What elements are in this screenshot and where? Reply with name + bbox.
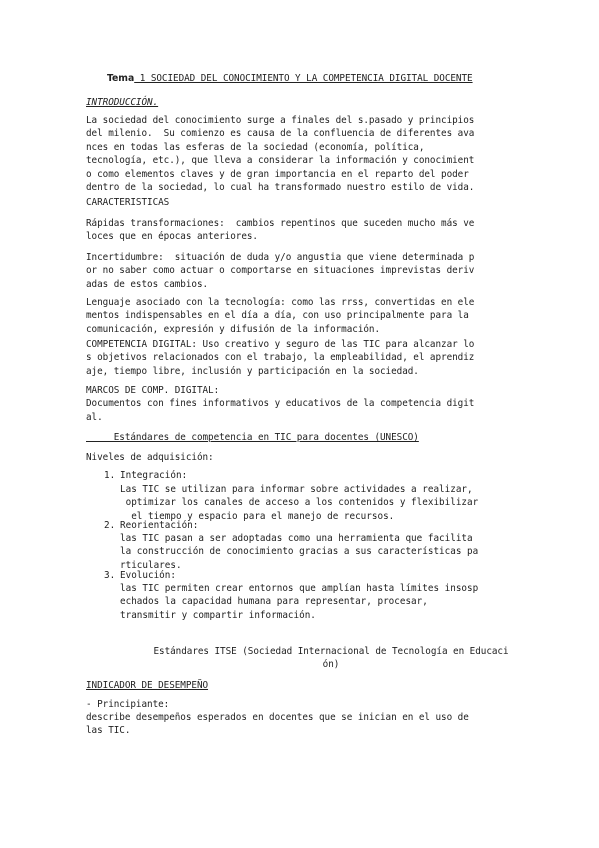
list-item-body: las TIC permiten crear entornos que amplían hasta límites insosp echados la capacidad humana para representar, procesar, transmitir y compartir información. <box>120 583 479 621</box>
intro-paragraph: La sociedad del conocimiento surge a finales del s.pasado y principios del milenio. Su comienzo es causa de la confluencia de diferentes avа nces en todas las esferas de la sociedad (economía, política, tecnología, etc.), que lleva a considerar la información y conocimient o como elementos claves y de gran importancia en el reparto del poder dentro de la sociedad, lo cual ha transformado nuestro estilo de vida. <box>86 115 475 194</box>
intro-heading: INTRODUCCIÓN. <box>86 97 159 108</box>
principiante-label: - Principiante: <box>86 699 170 710</box>
list-item-title: Evolución: <box>120 570 176 581</box>
list-item-title: Integración: <box>120 470 188 481</box>
unesco-heading: Estándares de competencia en TIC para docentes (UNESCO) <box>86 432 419 443</box>
itse-heading: Estándares ITSE (Sociedad Internacional de Tecnología en Educaci ón) <box>153 646 509 671</box>
competencia-digital-paragraph: COMPETENCIA DIGITAL: Uso creativo y seguro de las TIC para alcanzar lo s objetivos relacionados con el trabajo, la empleabilidad, el aprendiz aje, tiempo libre, inclusión y participación en la sociedad. <box>86 339 475 377</box>
list-item-number: 2. <box>104 520 116 531</box>
list-item-body: las TIC pasan a ser adoptadas como una herramienta que facilita la construcción de conocimiento gracias a sus características pa rticulares. <box>120 533 479 571</box>
principiante-text: describe desempeños esperados en docentes que se inician en el uso de las TIC. <box>86 712 469 737</box>
caracteristica-rapidas: Rápidas transformaciones: cambios repentinos que suceden mucho más ve loces que en épocas anteriores. <box>86 218 475 243</box>
caracteristicas-heading: CARACTERISTICAS <box>86 197 170 208</box>
marcos-paragraph: MARCOS DE COMP. DIGITAL: Documentos con fines informativos y educativos de la competencia digit al. <box>86 385 475 423</box>
title-text: 1 SOCIEDAD DEL CONOCIMIENTO Y LA COMPETENCIA DIGITAL DOCENTE <box>134 73 473 84</box>
list-item-number: 1. <box>104 470 116 481</box>
caracteristica-lenguaje: Lenguaje asociado con la tecnología: como las rrss, convertidas en ele mentos indispensables en el día a día, con uso principalmente para la comunicación, expresión y difusión de la información. <box>86 297 475 335</box>
list-item-number: 3. <box>104 570 116 581</box>
caracteristica-incertidumbre: Incertidumbre: situación de duda y/o angustia que viene determinada p or no saber como actuar o comportarse en situaciones imprevistas deriv adas de estos cambios. <box>86 252 475 290</box>
list-item-title: Reorientación: <box>120 520 199 531</box>
indicador-heading: INDICADOR DE DESEMPEÑO <box>86 680 209 691</box>
page-title <box>107 72 527 85</box>
list-item-body: Las TIC se utilizan para informar sobre actividades a realizar, optimizar los canales de acceso a los contenidos y flexibilizar el tiempo y espacio para el manejo de recursos. <box>120 484 479 522</box>
niveles-label: Niveles de adquisición: <box>86 452 214 463</box>
title-tema: Tema <box>107 73 135 84</box>
